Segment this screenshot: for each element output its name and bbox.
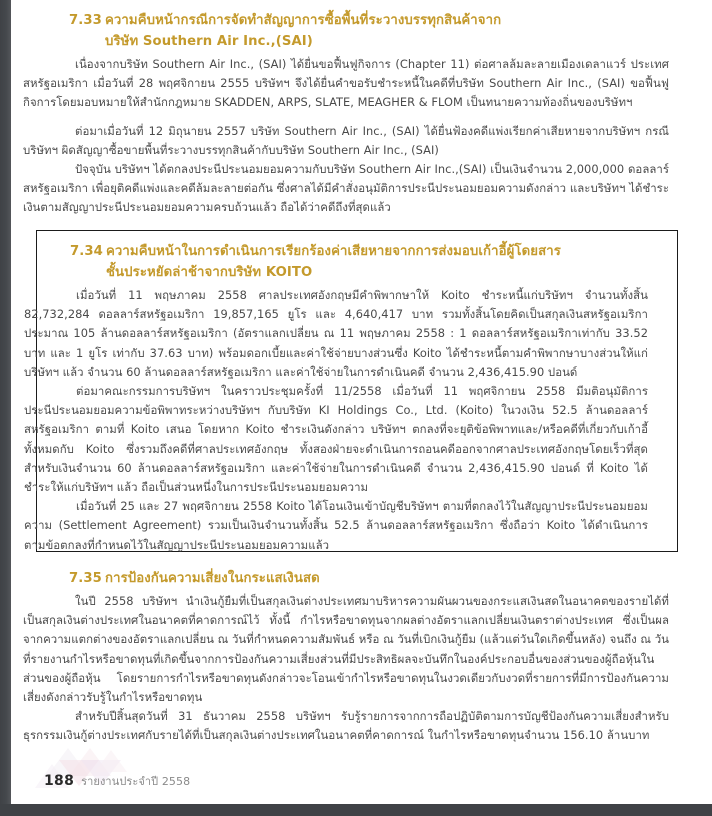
section-7-34-body — [24, 286, 648, 555]
section-7-33 — [23, 10, 669, 218]
section-7-33-heading-line2: บริษัท Southern Air Inc.,(SAI) — [105, 34, 313, 49]
section-7-34-box — [24, 230, 678, 552]
section-7-33-body — [23, 55, 669, 218]
section-7-33-heading — [69, 10, 669, 52]
section-7-34-heading-line2: ชั้นประหยัดล่าช้าจากบริษัท KOITO — [106, 265, 313, 280]
section-7-33-heading-line1: ความคืบหน้ากรณีการจัดทำสัญญาการซื้อพื้นที่ระวางบรรทุกสินค้าจาก — [105, 13, 502, 28]
section-7-35-number: 7.35 — [69, 571, 102, 586]
paragraph: เมื่อวันที่ 11 พฤษภาคม 2558 ศาลประเทศอังกฤษมีคำพิพากษาให้ Koito ชำระหนี้แก่บริษัทฯ จำนวนทั้งสิ้น 82,732,284 ดอลลาร์สหรัฐอเมริกา 19,857,165 ยูโร และ 4,640,417 บาท รวมทั้งสิ้นโดยคิดเป็นสกุลเงินสหรัฐอเมริกา ประมาณ 105 ล้านดอลลาร์สหรัฐอเมริกา (อัตราแลกเปลี่ยน ณ 11 พฤษภาคม 2558 : 1 ดอลลาร์สหรัฐอเมริกาเท่ากับ 33.52 บาท และ 1 ยูโร เท่ากับ 37.63 บาท) พร้อมดอกเบี้ยและค่าใช้จ่ายบางส่วนซึ่ง Koito ได้ชำระหนี้ตามคำพิพากษาบางส่วนให้แก่บริษัทฯ แล้ว จำนวน 60 ล้านดอลลาร์สหรัฐอเมริกา และค่าใช้จ่ายในการดำเนินคดี จำนวน 2,436,415.90 ปอนด์ — [24, 288, 648, 379]
section-7-35-heading-line1: การป้องกันความเสี่ยงในกระแสเงินสด — [105, 571, 320, 586]
section-7-34 — [24, 241, 648, 555]
section-7-34-heading — [70, 241, 648, 283]
paragraph: ต่อมาคณะกรรมการบริษัทฯ ในคราวประชุมครั้งที่ 11/2558 เมื่อวันที่ 11 พฤศจิกายน 2558 มีมติอนุมัติการประนีประนอมยอมความข้อพิพาทระหว่างบริษัทฯ กับบริษัท KI Holdings Co., Ltd. (Koito) ในวงเงิน 52.5 ล้านดอลลาร์สหรัฐอเมริกา ตามที่ Koito เสนอ โดยหาก Koito ชำระเงินดังกล่าว บริษัทฯ ตกลงที่จะยุติข้อพิพาทและ/หรือคดีที่เกี่ยวกับเก้าอี้ทั้งหมดกับ Koito ซึ่งรวมถึงคดีที่ศาลประเทศอังกฤษ ทั้งสองฝ่ายจะดำเนินการถอนคดีออกจากศาลประเทศอังกฤษโดยเร็วที่สุด สำหรับเงินจำนวน 60 ล้านดอลลาร์สหรัฐอเมริกา และค่าใช้จ่ายในการดำเนินคดี จำนวน 2,436,415.90 ปอนด์ ที่ Koito ได้ชำระให้แก่บริษัทฯ แล้ว ถือเป็นส่วนหนึ่งในการประนีประนอมยอมความ — [24, 384, 648, 495]
section-7-35 — [23, 568, 669, 746]
viewer-bottom-gutter — [0, 804, 712, 816]
paragraph: ในปี 2558 บริษัทฯ นำเงินกู้ยืมที่เป็นสกุลเงินต่างประเทศมาบริหารความผันผวนของกระแสเงินสดในอนาคตของรายได้ที่เป็นสกุลเงินต่างประเทศในอนาคตที่คาดการณ์ไว้ ทั้งนี้ กำไรหรือขาดทุนจากผลต่างอัตราแลกเปลี่ยนเงินตราต่างประเทศ ซึ่งเป็นผลจากความแตกต่างของอัตราแลกเปลี่ยน ณ วันที่กำหนดความสัมพันธ์ หรือ ณ วันที่เบิกเงินกู้ยืม (แล้วแต่วันใดเกิดขึ้นหลัง) จนถึง ณ วันที่รายงานกำไรหรือขาดทุนที่เกิดขึ้นจากการป้องกันความเสี่ยงส่วนที่มีประสิทธิผลจะบันทึกในองค์ประกอบอื่นของส่วนของผู้ถือหุ้นในส่วนของผู้ถือหุ้น โดยรายการกำไรหรือขาดทุนดังกล่าวจะโอนเข้ากำไรหรือขาดทุนในงวดเดียวกับงวดที่รายการที่มีการป้องกันความเสี่ยงดังกล่าวรับรู้ในกำไรหรือขาดทุน — [23, 594, 669, 705]
section-7-35-heading — [69, 568, 669, 589]
document-page — [11, 0, 712, 816]
page-footer — [11, 746, 712, 804]
triangle-icon — [95, 750, 127, 772]
paragraph: เมื่อวันที่ 25 และ 27 พฤศจิกายน 2558 Koito ได้โอนเงินเข้าบัญชีบริษัทฯ ตามที่ตกลงไว้ในสัญญาประนีประนอมยอมความ (Settlement Agreement) รวมเป็นเงินจำนวนทั้งสิ้น 52.5 ล้านดอลลาร์สหรัฐอเมริกา ซึ่งถือว่า Koito ได้ดำเนินการ ตามข้อตกลงที่กำหนดไว้ในสัญญาประนีประนอมยอมความแล้ว — [24, 499, 648, 552]
section-7-34-number: 7.34 — [70, 244, 103, 259]
section-7-33-number: 7.33 — [69, 13, 102, 28]
viewer-left-gutter — [0, 0, 11, 816]
paragraph: สำหรับปีสิ้นสุดวันที่ 31 ธันวาคม 2558 บริษัทฯ รับรู้รายการจากการถือปฏิบัติตามการบัญชีป้องกันความเสี่ยงสำหรับธุรกรรมเงินกู้ต่างประเทศกับรายได้ที่เป็นสกุลเงินต่างประเทศในอนาคตที่คาดการณ์ ในกำไรหรือขาดทุนจำนวน 156.10 ล้านบาท — [23, 709, 669, 743]
paragraph: เนื่องจากบริษัท Southern Air Inc., (SAI) ได้ยื่นขอฟื้นฟูกิจการ (Chapter 11) ต่อศาลล้มละลายเมืองเดลาแวร์ ประเทศสหรัฐอเมริกา เมื่อวันที่ 28 พฤศจิกายน 2555 บริษัทฯ จึงได้ยื่นคำขอรับชำระหนี้ในคดีที่บริษัท Southern Air Inc., (SAI) ขอฟื้นฟูกิจการโดยมอบหมายให้สำนักกฎหมาย SKADDEN, ARPS, SLATE, MEAGHER & FLOM เป็นทนายความท้องถิ่นของบริษัทฯ — [23, 57, 669, 110]
page-number: 188 — [44, 773, 75, 789]
paragraph: ต่อมาเมื่อวันที่ 12 มิถุนายน 2557 บริษัท Southern Air Inc., (SAI) ได้ยื่นฟ้องคดีแพ่งเรียกค่าเสียหายจากบริษัทฯ กรณีบริษัทฯ ผิดสัญญาซื้อขายพื้นที่ระวางบรรทุกสินค้ากับบริษัท Southern Air Inc., (SAI) — [23, 123, 669, 157]
section-7-34-heading-line1: ความคืบหน้าในการดำเนินการเรียกร้องค่าเสียหายจากการส่งมอบเก้าอี้ผู้โดยสาร — [106, 244, 561, 259]
paragraph-gap — [23, 113, 669, 122]
footer-text — [44, 770, 190, 790]
paragraph: ปัจจุบัน บริษัทฯ ได้ตกลงประนีประนอมยอมความกับบริษัท Southern Air Inc.,(SAI) เป็นเงินจำนวน 2,000,000 ดอลลาร์สหรัฐอเมริกา เพื่อยุติคดีแพ่งและคดีล้มละลายต่อกัน ซึ่งศาลได้มีคำสั่งอนุมัติการประนีประนอมยอมความดังกล่าว และบริษัทฯ ได้ชำระเงินตามสัญญาประนีประนอมยอมความครบถ้วนแล้ว ถือได้ว่าคดีถึงที่สุดแล้ว — [23, 162, 669, 215]
section-7-35-body — [23, 592, 669, 746]
footer-label: รายงานประจำปี 2558 — [81, 775, 191, 788]
